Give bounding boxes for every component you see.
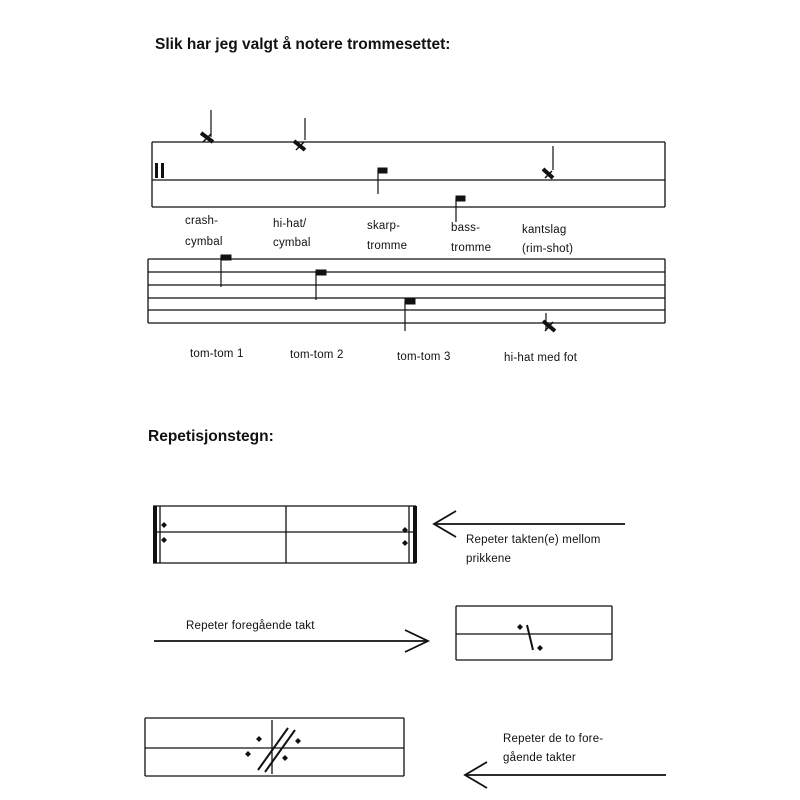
hihat-cymbal-note <box>294 118 305 150</box>
repeat-previous-bar-label: Repeter foregående takt <box>186 620 315 632</box>
repeat-between-dots-line1: Repeter takten(e) mellom <box>466 534 601 546</box>
percussion-clef <box>155 163 158 178</box>
hihat-foot-note <box>543 313 555 331</box>
repeat-between-dots-line2: prikkene <box>466 553 512 565</box>
label-hihat-foot: hi-hat med fot <box>504 352 578 364</box>
label-tom1: tom-tom 1 <box>190 348 244 360</box>
label-hihat-line1: hi-hat/ <box>273 218 307 230</box>
page-title: Slik har jeg valgt å notere trommesettet: <box>155 36 451 53</box>
label-crash-line2: cymbal <box>185 236 223 248</box>
label-rim-line2: (rim-shot) <box>522 243 574 255</box>
repeat-previous-staff <box>456 606 612 660</box>
label-snare-line1: skarp- <box>367 220 401 232</box>
repeat-dots <box>161 522 408 546</box>
repeat-dots-staff <box>153 506 417 563</box>
drum-staff-2 <box>148 259 665 323</box>
simile-sign-two-bars <box>245 720 301 774</box>
repeat-two-bars-line2: gående takter <box>503 752 576 764</box>
label-hihat-line2: cymbal <box>273 237 311 249</box>
snare-note <box>378 168 387 194</box>
tom-tom-3-note <box>405 299 415 331</box>
label-bass-line1: bass- <box>451 222 481 234</box>
drum-staff-1 <box>152 142 665 207</box>
repeat-section-title: Repetisjonstegn: <box>148 428 274 445</box>
label-rim-line1: kantslag <box>522 224 567 236</box>
crash-cymbal-note <box>201 110 213 142</box>
tom-tom-1-note <box>221 255 231 287</box>
label-tom2: tom-tom 2 <box>290 349 344 361</box>
arrow-left-2 <box>465 762 666 788</box>
arrow-right-previous-bar <box>154 630 428 652</box>
label-bass-line2: tromme <box>451 242 492 254</box>
repeat-two-bars-line1: Repeter de to fore- <box>503 733 604 745</box>
rim-shot-note <box>543 146 553 178</box>
label-snare-line2: tromme <box>367 240 408 252</box>
bass-drum-note <box>456 196 465 222</box>
label-tom3: tom-tom 3 <box>397 351 451 363</box>
simile-sign-one-bar <box>517 624 543 651</box>
label-crash-line1: crash- <box>185 215 219 227</box>
